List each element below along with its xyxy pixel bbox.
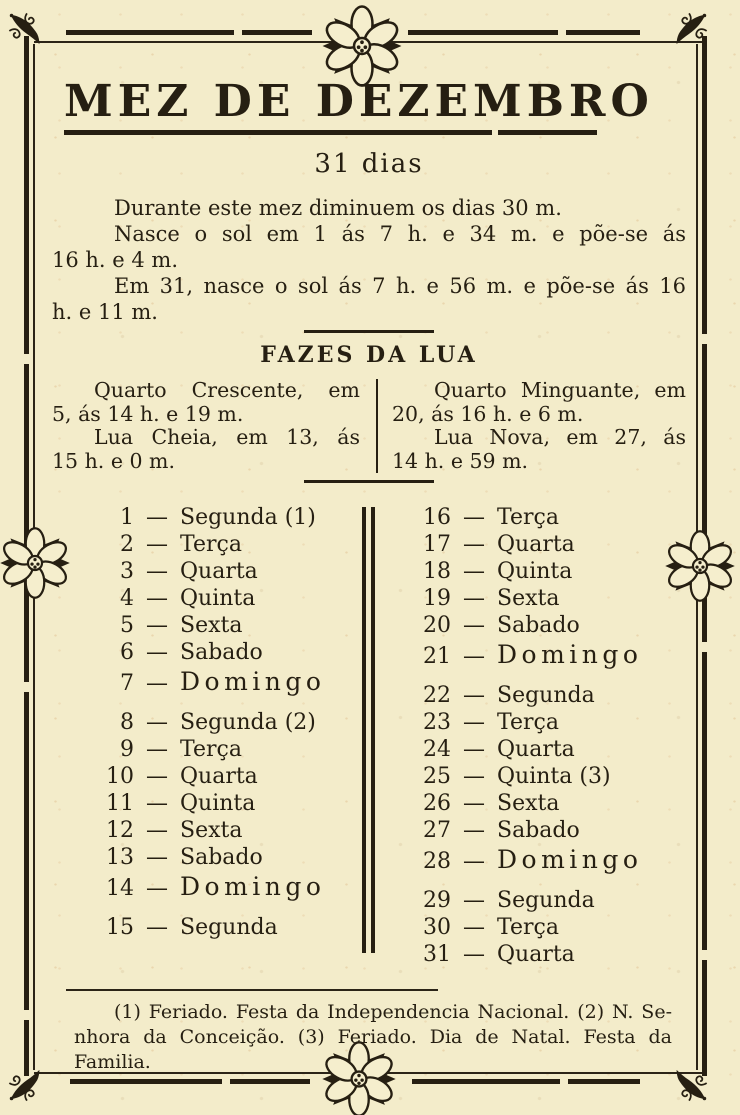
calendar-left-column (52, 505, 369, 969)
page-title: MEZ DE DEZEMBRO (64, 76, 654, 127)
day-number: 23 (423, 710, 451, 735)
day-number: 6 (120, 640, 134, 665)
day-name: Quarta (180, 559, 258, 584)
day-number: 16 (423, 505, 451, 530)
day-name: Terça (497, 915, 559, 940)
moon-phase-line: 20, ás 16 h. e 6 m. (392, 401, 584, 426)
day-name: Segunda (1) (180, 505, 316, 530)
calendar-day-row (52, 505, 369, 532)
dash-separator: — (463, 915, 485, 940)
day-number: 22 (423, 683, 451, 708)
calendar-day-row (369, 532, 686, 559)
footnote-text (74, 1000, 672, 1075)
moon-phase-line: 5, ás 14 h. e 19 m. (52, 401, 244, 426)
calendar-day-row (369, 818, 686, 845)
day-number: 8 (120, 710, 134, 735)
calendar-day-row (369, 640, 686, 671)
dash-separator: — (463, 942, 485, 967)
dash-separator: — (146, 915, 168, 940)
day-name: Quinta (3) (497, 764, 611, 789)
dash-separator: — (146, 671, 168, 696)
day-number: 14 (106, 876, 134, 901)
day-name: Segunda (2) (180, 710, 316, 735)
calendar-day-row (52, 818, 369, 845)
day-number: 25 (423, 764, 451, 789)
day-name: Quarta (497, 737, 575, 762)
dash-separator: — (463, 710, 485, 735)
day-number: 28 (423, 849, 451, 874)
dash-separator: — (146, 640, 168, 665)
calendar-day-row (52, 764, 369, 791)
dash-separator: — (463, 818, 485, 843)
day-name: Sabado (497, 818, 580, 843)
footnote-divider (66, 989, 438, 991)
day-name: Sexta (180, 818, 243, 843)
dash-separator: — (146, 613, 168, 638)
dash-separator: — (146, 764, 168, 789)
calendar-day-row (369, 559, 686, 586)
moon-phases-right-column (378, 379, 686, 473)
dash-separator: — (463, 559, 485, 584)
moon-phase-line: 15 h. e 0 m. (52, 448, 175, 473)
calendar-day-row (369, 791, 686, 818)
calendar-day-row (52, 872, 369, 903)
dash-separator: — (463, 644, 485, 669)
calendar-day-row (369, 613, 686, 640)
day-name: Segunda (180, 915, 278, 940)
day-number: 4 (120, 586, 134, 611)
day-number: 7 (120, 671, 134, 696)
day-name: Terça (497, 505, 559, 530)
day-name: Domingo (497, 640, 643, 669)
calendar-day-row (52, 559, 369, 586)
day-name: Sexta (180, 613, 243, 638)
day-number: 2 (120, 532, 134, 557)
footnote-line: (1) Feriado. Festa da Independencia Nacional. (2) N. Se- (114, 1001, 672, 1023)
day-name: Domingo (180, 667, 326, 696)
intro-line: h. e 11 m. (52, 300, 158, 324)
day-name: Quarta (497, 532, 575, 557)
title-underline (64, 130, 597, 135)
calendar-day-row (369, 888, 686, 915)
day-number: 19 (423, 586, 451, 611)
dash-separator: — (463, 888, 485, 913)
intro-line: 16 h. e 4 m. (52, 248, 178, 272)
calendar-day-row (52, 737, 369, 764)
day-number: 3 (120, 559, 134, 584)
day-name: Sabado (180, 845, 263, 870)
day-calendar (52, 505, 686, 969)
dash-separator: — (463, 532, 485, 557)
dash-separator: — (463, 849, 485, 874)
dash-separator: — (146, 737, 168, 762)
dash-separator: — (146, 845, 168, 870)
day-name: Sexta (497, 791, 560, 816)
dash-separator: — (463, 737, 485, 762)
day-name: Quarta (180, 764, 258, 789)
calendar-day-row (52, 532, 369, 559)
days-count: 31 dias (314, 149, 424, 179)
dash-separator: — (146, 818, 168, 843)
dash-separator: — (463, 683, 485, 708)
dash-separator: — (146, 532, 168, 557)
calendar-day-row (369, 942, 686, 969)
day-number: 15 (106, 915, 134, 940)
dash-separator: — (146, 791, 168, 816)
calendar-day-row (369, 915, 686, 942)
day-name: Domingo (180, 872, 326, 901)
day-number: 31 (423, 942, 451, 967)
dash-separator: — (463, 586, 485, 611)
section-divider (304, 480, 434, 483)
day-name: Terça (497, 710, 559, 735)
calendar-column-divider (362, 507, 375, 953)
calendar-day-row (369, 586, 686, 613)
day-number: 10 (106, 764, 134, 789)
intro-line: Em 31, nasce o sol ás 7 h. e 56 m. e põe-se ás 16 (114, 274, 686, 298)
day-name: Sabado (180, 640, 263, 665)
day-name: Terça (180, 737, 242, 762)
calendar-day-row (52, 845, 369, 872)
moon-phase-line: Lua Nova, em 27, ás (434, 425, 686, 449)
calendar-day-row (369, 710, 686, 737)
calendar-day-row (369, 683, 686, 710)
day-number: 30 (423, 915, 451, 940)
day-number: 5 (120, 613, 134, 638)
dash-separator: — (146, 876, 168, 901)
calendar-day-row (369, 845, 686, 876)
day-number: 9 (120, 737, 134, 762)
day-name: Quinta (180, 586, 256, 611)
day-name: Quarta (497, 942, 575, 967)
dash-separator: — (463, 791, 485, 816)
dash-separator: — (463, 764, 485, 789)
day-number: 24 (423, 737, 451, 762)
calendar-day-row (52, 613, 369, 640)
intro-line: Durante este mez diminuem os dias 30 m. (114, 196, 562, 220)
day-number: 12 (106, 818, 134, 843)
calendar-day-row (52, 586, 369, 613)
section-divider (304, 330, 434, 333)
calendar-day-row (52, 667, 369, 698)
moon-phases-left-column (52, 379, 378, 473)
calendar-day-row (369, 764, 686, 791)
dash-separator: — (146, 559, 168, 584)
day-number: 26 (423, 791, 451, 816)
calendar-day-row (52, 710, 369, 737)
calendar-day-row (52, 640, 369, 667)
day-name: Sexta (497, 586, 560, 611)
dash-separator: — (146, 505, 168, 530)
day-name: Domingo (497, 845, 643, 874)
calendar-right-column (369, 505, 686, 969)
moon-phase-line: Quarto Minguante, em (434, 378, 686, 402)
day-number: 17 (423, 532, 451, 557)
dash-separator: — (463, 613, 485, 638)
day-name: Sabado (497, 613, 580, 638)
day-name: Quinta (180, 791, 256, 816)
calendar-day-row (369, 737, 686, 764)
moon-phase-line: Quarto Crescente, em (94, 378, 360, 402)
day-number: 20 (423, 613, 451, 638)
day-number: 29 (423, 888, 451, 913)
calendar-day-row (52, 915, 369, 942)
day-number: 27 (423, 818, 451, 843)
day-number: 21 (423, 644, 451, 669)
day-number: 1 (120, 505, 134, 530)
intro-line: Nasce o sol em 1 ás 7 h. e 34 m. e põe-se ás (114, 222, 686, 246)
moon-phases-heading: FAZES DA LUA (260, 342, 478, 368)
calendar-day-row (52, 791, 369, 818)
day-number: 18 (423, 559, 451, 584)
moon-phase-line: 14 h. e 59 m. (392, 448, 529, 473)
dash-separator: — (146, 710, 168, 735)
day-name: Quinta (497, 559, 573, 584)
day-name: Terça (180, 532, 242, 557)
day-name: Segunda (497, 683, 595, 708)
moon-phase-line: Lua Cheia, em 13, ás (94, 425, 360, 449)
day-number: 13 (106, 845, 134, 870)
intro-text (52, 195, 686, 325)
day-name: Segunda (497, 888, 595, 913)
dash-separator: — (463, 505, 485, 530)
calendar-day-row (369, 505, 686, 532)
day-number: 11 (106, 791, 134, 816)
moon-phases (52, 379, 686, 473)
dash-separator: — (146, 586, 168, 611)
footnote-line: nhora da Conceição. (3) Feriado. Dia de Natal. Festa da Familia. (74, 1026, 672, 1073)
